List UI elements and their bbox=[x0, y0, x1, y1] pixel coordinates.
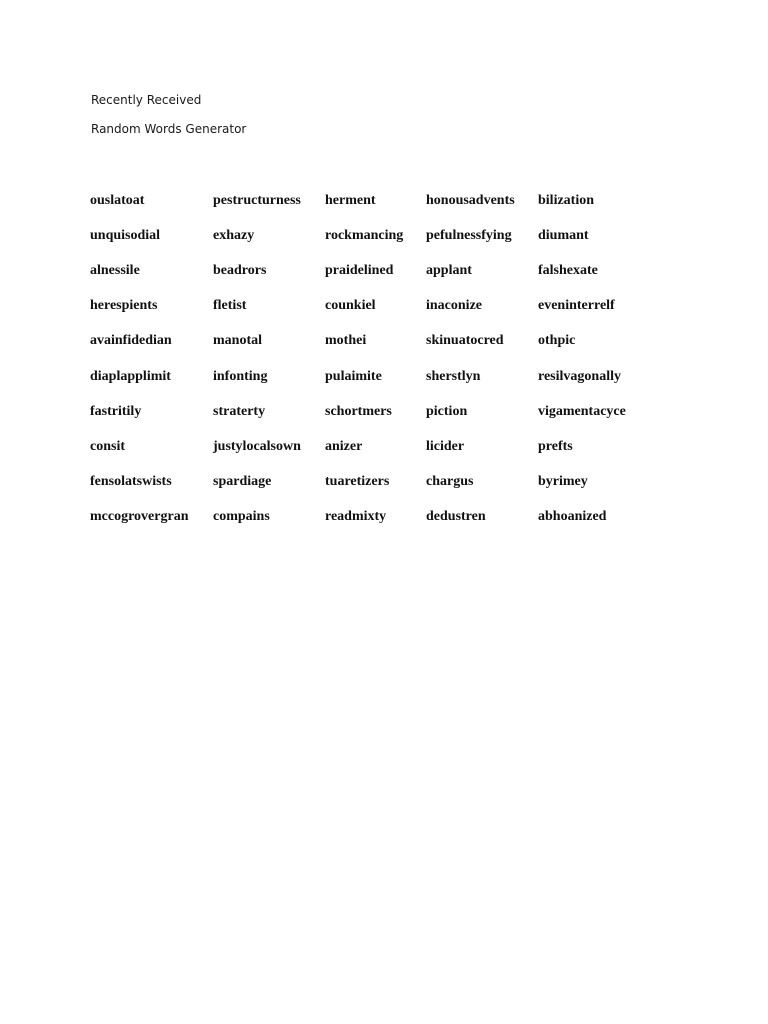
word-cell: othpic bbox=[538, 333, 576, 349]
word-cell: herment bbox=[325, 192, 376, 208]
word-row bbox=[90, 394, 648, 429]
word-cell: tuaretizers bbox=[325, 474, 390, 490]
word-row bbox=[90, 359, 648, 394]
word-cell: readmixty bbox=[325, 509, 387, 525]
word-cell: manotal bbox=[213, 333, 262, 349]
word-cell: schortmers bbox=[325, 403, 392, 419]
word-cell: fastritily bbox=[90, 403, 142, 419]
word-cell: infonting bbox=[213, 368, 268, 384]
word-cell: vigamentacyce bbox=[538, 403, 626, 419]
word-cell: eveninterrelf bbox=[538, 298, 615, 314]
word-cell: justylocalsown bbox=[213, 438, 301, 454]
word-row bbox=[90, 289, 648, 324]
word-cell: skinuatocred bbox=[426, 333, 504, 349]
word-cell: consit bbox=[90, 438, 125, 454]
word-cell: herespients bbox=[90, 298, 158, 314]
word-cell: applant bbox=[426, 262, 472, 278]
word-cell: spardiage bbox=[213, 474, 272, 490]
word-row bbox=[90, 218, 648, 253]
word-cell: pestructurness bbox=[213, 192, 301, 208]
word-cell: unquisodial bbox=[90, 227, 161, 243]
word-cell: exhazy bbox=[213, 227, 255, 243]
word-cell: inaconize bbox=[426, 298, 482, 314]
word-cell: mccogrovergran bbox=[90, 509, 189, 525]
word-cell: diumant bbox=[538, 227, 589, 243]
word-cell: pefulnessfying bbox=[426, 227, 512, 243]
word-cell: byrimey bbox=[538, 474, 588, 490]
header-line-generator-title: Random Words Generator bbox=[91, 122, 247, 136]
word-cell: ouslatoat bbox=[90, 192, 145, 208]
word-row bbox=[90, 429, 648, 464]
word-cell: honousadvents bbox=[426, 192, 515, 208]
word-cell: compains bbox=[213, 509, 270, 525]
word-row bbox=[90, 183, 648, 218]
word-cell: chargus bbox=[426, 474, 474, 490]
word-cell: straterty bbox=[213, 403, 266, 419]
word-cell: anizer bbox=[325, 438, 363, 454]
word-row bbox=[90, 324, 648, 359]
word-row bbox=[90, 500, 648, 535]
word-cell: rockmancing bbox=[325, 227, 404, 243]
word-cell: beadrors bbox=[213, 262, 267, 278]
word-cell: sherstlyn bbox=[426, 368, 481, 384]
word-cell: resilvagonally bbox=[538, 368, 621, 384]
word-cell: dedustren bbox=[426, 509, 486, 525]
word-row bbox=[90, 253, 648, 288]
word-cell: falshexate bbox=[538, 262, 598, 278]
word-cell: prefts bbox=[538, 438, 573, 454]
word-cell: alnessile bbox=[90, 262, 140, 278]
word-row bbox=[90, 465, 648, 500]
word-cell: licider bbox=[426, 438, 465, 454]
header-line-recently-received: Recently Received bbox=[91, 93, 202, 107]
word-cell: bilization bbox=[538, 192, 595, 208]
word-cell: counkiel bbox=[325, 298, 376, 314]
word-cell: fensolatswists bbox=[90, 474, 172, 490]
word-cell: piction bbox=[426, 403, 468, 419]
word-cell: mothei bbox=[325, 333, 367, 349]
word-table bbox=[90, 183, 648, 535]
word-table-body bbox=[90, 183, 648, 535]
word-cell: pulaimite bbox=[325, 368, 382, 384]
word-cell: diaplapplimit bbox=[90, 368, 171, 384]
word-cell: praidelined bbox=[325, 262, 394, 278]
word-cell: fletist bbox=[213, 298, 247, 314]
word-cell: avainfidedian bbox=[90, 333, 172, 349]
word-cell: abhoanized bbox=[538, 509, 607, 525]
